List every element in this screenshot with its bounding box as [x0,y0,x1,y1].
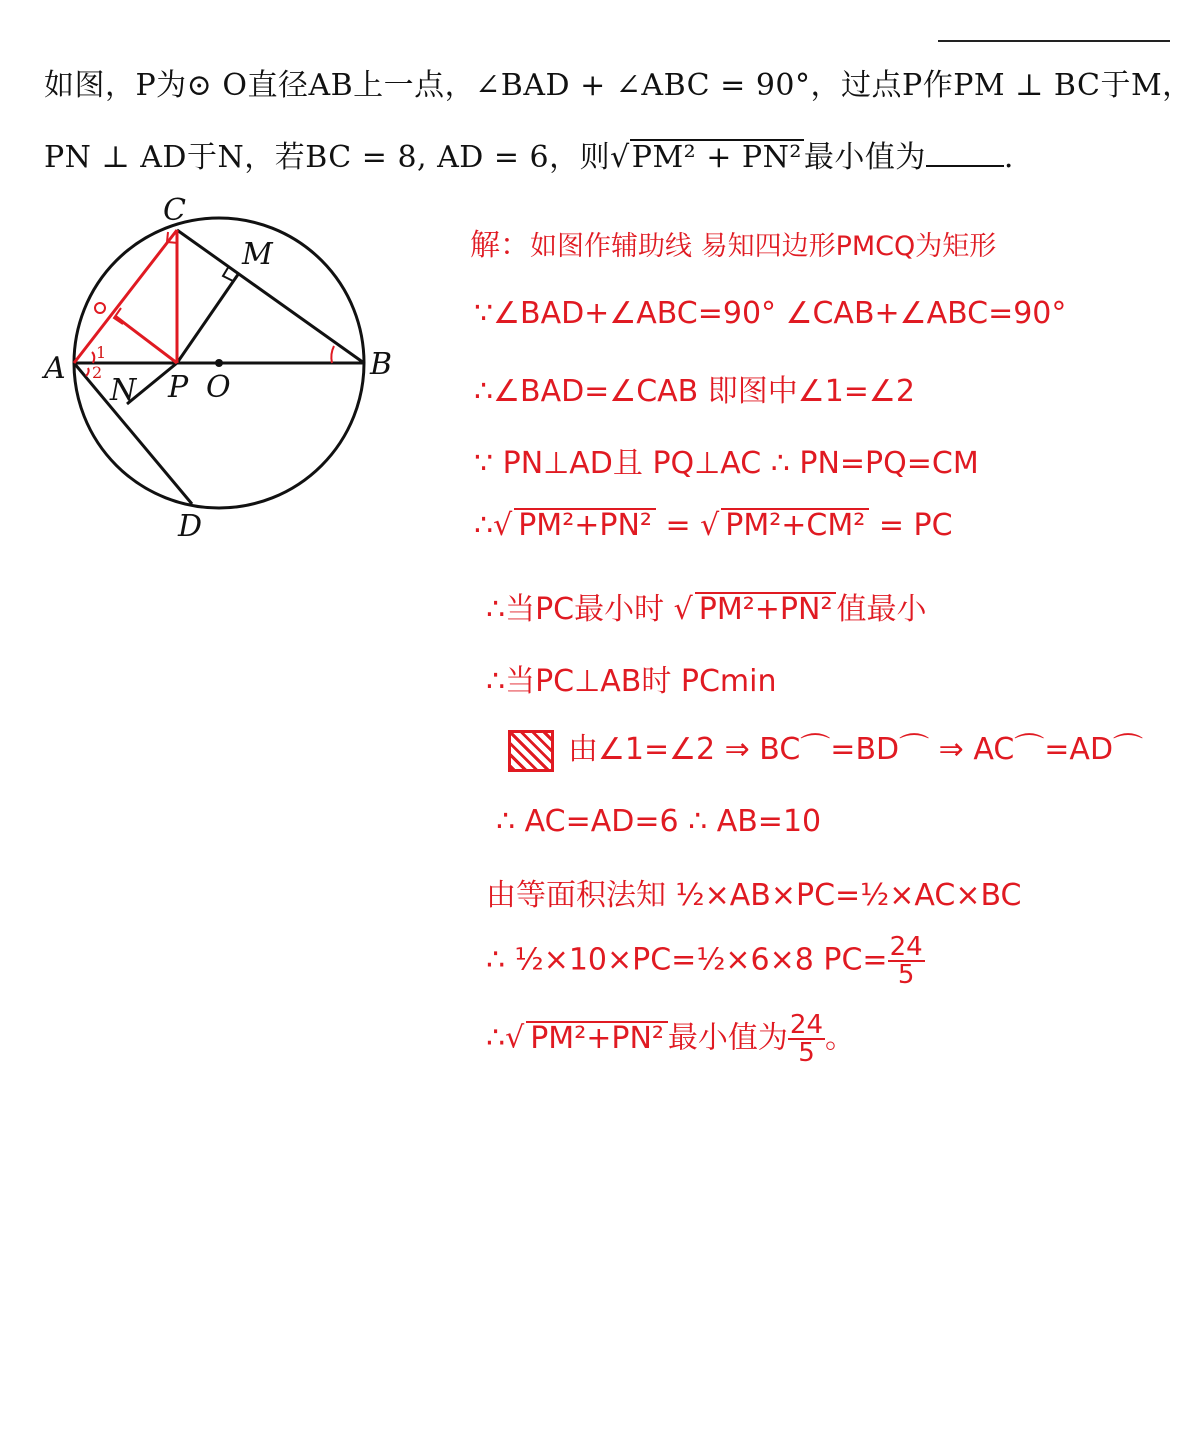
solution-line-2: ∵∠BAD+∠ABC=90° ∠CAB+∠ABC=90° [474,296,1067,331]
solution-line-6-pre: ∴当PC最小时 [486,592,665,627]
problem-line-2-end: . [1003,140,1014,175]
solution-line-6-post: 值最小 [836,592,927,627]
problem-root-expression: PM² + PN² [631,140,802,175]
fraction-answer-numerator: 24 [789,1010,824,1040]
solution-line-1 [470,220,996,264]
solution-line-5-root-1: PM²+PN² [514,508,656,542]
solution-line-5-mid: = [665,508,691,543]
center-point-o [215,359,223,367]
solution-line-8-text: 由∠1=∠2 ⇒ BC⌒=BD⌒ ⇒ AC⌒=AD⌒ [568,732,1144,767]
label-a: A [44,351,66,386]
label-p: P [168,370,189,405]
problem-line-2: PN ⊥ AD于N，若BC = 8, AD = 6，则√PM² + PN²最小值为 . [44,140,1014,175]
fraction-pc [888,934,925,988]
solution-line-12-pre: ∴ [486,1020,506,1056]
red-segment-pq [115,316,177,363]
solution-line-7: ∴当PC⊥AB时 PCmin [486,664,777,699]
problem-line-1: 如图，P为⊙ O直径AB上一点，∠BAD + ∠ABC = 90°，过点P作PM ⊥ BC于M， [44,68,1193,103]
top-rule [938,40,1170,42]
solution-line-1-body: 如图作辅助线 易知四边形PMCQ为矩形 [530,231,997,262]
label-n: N [110,373,137,408]
problem-line-2-post: 最小值为 [803,140,926,175]
problem-statement [44,50,1193,194]
solution-line-3: ∴∠BAD=∠CAB 即图中∠1=∠2 [474,374,915,409]
solution-line-4: ∵ PN⊥AD且 PQ⊥AC ∴ PN=PQ=CM [474,446,979,481]
answer-blank [926,141,1004,167]
red-point-q-marker [95,303,105,313]
solution-line-12-end: 。 [825,1020,856,1056]
angle-arc-1 [92,352,94,363]
angle-label-1: 1 [96,343,107,362]
problem-line-2-pre: PN ⊥ AD于N，若BC = 8, AD = 6，则 [44,140,611,175]
solution-line-11-pre: ∴ ½×10×PC=½×6×8 PC= [486,942,888,978]
label-o: O [206,370,231,405]
label-m: M [242,237,273,272]
angle-label-2: 2 [92,363,103,382]
solution-heading: 解： [470,228,530,263]
solution-line-5-post: = PC [878,508,953,543]
crossed-out-mark [508,730,554,772]
solution-line-6: ∴当PC最小时 √ PM²+PN² 值最小 [486,592,927,627]
solution-line-5-root-2: PM²+CM² [721,508,869,542]
angle-arc-2 [86,368,89,376]
segment-pm [177,273,239,363]
solution-line-5-pre: ∴ [474,508,494,543]
fraction-pc-denominator: 5 [897,960,915,990]
geometry-figure [30,180,430,560]
label-b: B [370,347,393,382]
solution-line-6-root: PM²+PN² [695,592,837,626]
angle-arc-b [331,346,334,363]
solution-line-12-mid: 最小值为 [667,1020,788,1056]
label-d: D [178,509,203,544]
solution-line-10: 由等面积法知 ½×AB×PC=½×AC×BC [486,878,1022,913]
solution-line-12: ∴√ PM²+PN² 最小值为 $\frac{24}{5}$ 。 [486,1010,856,1068]
fraction-answer-denominator: 5 [798,1038,815,1068]
solution-line-9: ∴ AC=AD=6 ∴ AB=10 [496,804,822,839]
solution-line-11 [486,934,925,988]
solution-line-12-root: PM²+PN² [526,1021,668,1055]
solution-line-5: ∴√ PM²+PN² = √ PM²+CM² = PC [474,508,953,543]
solution-line-8 [508,724,1143,772]
fraction-pc-numerator: 24 [889,932,923,962]
fraction-answer [788,1012,825,1066]
label-c: C [163,193,186,228]
